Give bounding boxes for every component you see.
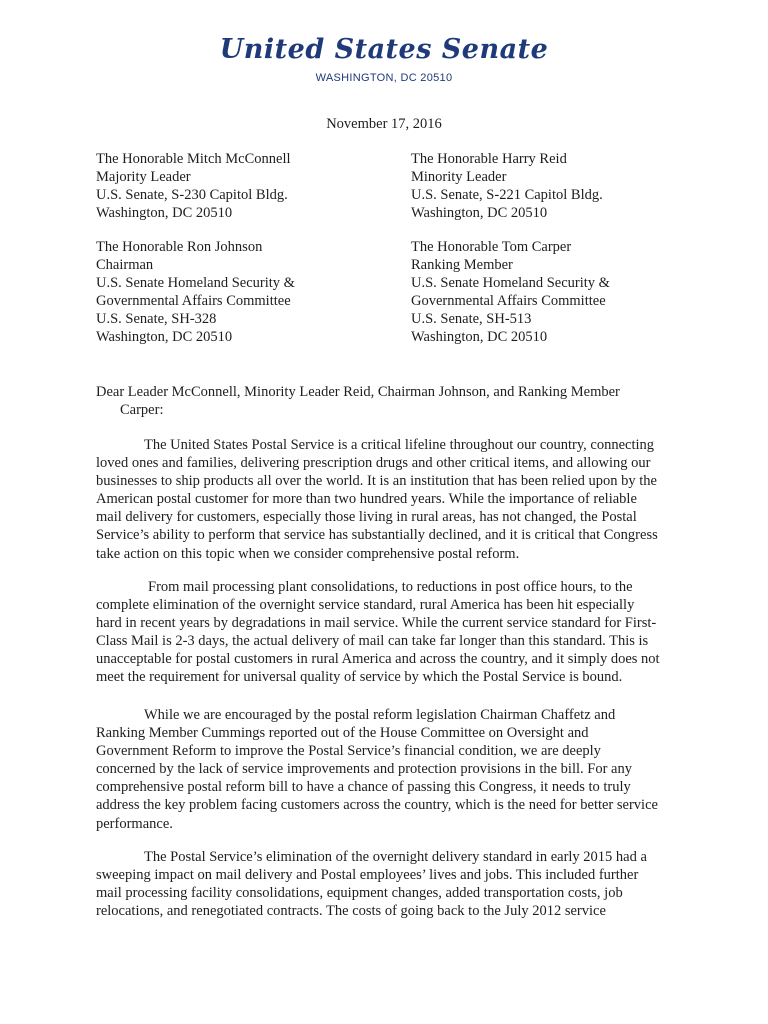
recipient-line: U.S. Senate, SH-513 (411, 311, 532, 327)
paragraph-line: concerned by the lack of service improvements and protection provisions in the bill. For any (96, 761, 632, 778)
recipient-line: Chairman (96, 257, 154, 273)
recipient-line: Washington, DC 20510 (411, 329, 548, 345)
recipient-line: U.S. Senate, S-230 Capitol Bldg. (96, 187, 288, 203)
recipient-line: Ranking Member (411, 257, 513, 273)
paragraph-line: sweeping impact on mail delivery and Postal employees’ lives and jobs. This included further (96, 867, 639, 884)
recipient-line: U.S. Senate Homeland Security & (411, 275, 610, 291)
body-paragraph-4 (96, 848, 688, 920)
paragraph-line: mail processing facility consolidations, equipment changes, added transportation costs, job (96, 885, 623, 902)
body-paragraph-2 (96, 578, 688, 687)
salutation (96, 383, 696, 419)
paragraph-line: hard in recent years by degradations in mail service. While the current service standard for First- (96, 615, 657, 632)
paragraph-line: While we are encouraged by the postal reform legislation Chairman Chaffetz and (144, 707, 616, 723)
paragraph-line: The Postal Service’s elimination of the overnight delivery standard in early 2015 had a (144, 849, 647, 865)
paragraph-line: relocations, and renegotiated contracts. The costs of going back to the July 2012 service (96, 903, 606, 920)
recipient-johnson (96, 238, 416, 346)
paragraph-line: meet the requirement for universal quality of service by which the Postal Service is bound. (96, 669, 623, 686)
paragraph-line: The United States Postal Service is a critical lifeline throughout our country, connecting (144, 437, 655, 453)
letter-date: November 17, 2016 (326, 116, 442, 132)
body-paragraph-1 (96, 436, 688, 563)
body-paragraph-3 (96, 706, 688, 833)
recipient-mcconnell (96, 150, 416, 222)
recipient-line: The Honorable Tom Carper (411, 239, 572, 255)
paragraph-line: businesses to ship products all over the world. It is an institution that has been relied upon by the (96, 473, 657, 490)
recipient-line: Minority Leader (411, 169, 507, 185)
paragraph-line: loved ones and families, delivering prescription drugs and other critical items, and allowing our (96, 455, 651, 472)
recipient-line: Washington, DC 20510 (411, 205, 548, 221)
recipient-line: Washington, DC 20510 (96, 205, 233, 221)
salutation-line: Carper: (120, 402, 164, 418)
recipient-line: U.S. Senate, SH-328 (96, 311, 217, 327)
recipient-line: Washington, DC 20510 (96, 329, 233, 345)
letterhead-subtitle: WASHINGTON, DC 20510 (315, 72, 453, 84)
paragraph-line: Government Reform to improve the Postal Service’s financial condition, we are deeply (96, 743, 601, 760)
recipient-line: Majority Leader (96, 169, 191, 185)
salutation-line: Dear Leader McConnell, Minority Leader Reid, Chairman Johnson, and Ranking Member (96, 384, 620, 400)
recipient-line: Governmental Affairs Committee (411, 293, 606, 309)
paragraph-line: take action on this topic when we consider comprehensive postal reform. (96, 545, 520, 562)
paragraph-line: American postal customer for more than two hundred years. While the importance of reliable (96, 491, 637, 508)
paragraph-line: complete elimination of the overnight service standard, rural America has been hit especially (96, 597, 635, 614)
paragraph-line: From mail processing plant consolidations, to reductions in post office hours, to the (148, 579, 633, 595)
paragraph-line: Class Mail is 2-3 days, the actual delivery of mail can take far longer than this standard. This is (96, 633, 649, 650)
paragraph-line: address the key problem facing customers across the country, which is the need for better service (96, 797, 658, 814)
recipient-carper (411, 238, 731, 346)
recipient-line: U.S. Senate, S-221 Capitol Bldg. (411, 187, 603, 203)
paragraph-line: performance. (96, 815, 173, 832)
recipient-reid (411, 150, 731, 222)
paragraph-line: unacceptable for postal customers in rural America and across the country, and it simply does not (96, 651, 660, 668)
recipient-line: The Honorable Harry Reid (411, 151, 567, 167)
recipient-line: U.S. Senate Homeland Security & (96, 275, 295, 291)
recipient-line: The Honorable Ron Johnson (96, 239, 263, 255)
paragraph-line: comprehensive postal reform bill to have a chance of passing this Congress, it needs to truly (96, 779, 631, 796)
paragraph-line: Ranking Member Cummings reported out of the House Committee on Oversight and (96, 725, 589, 742)
paragraph-line: mail delivery for customers, especially those living in rural areas, has not changed, the Postal (96, 509, 637, 526)
letterhead-title: United States Senate (219, 34, 549, 65)
recipient-line: The Honorable Mitch McConnell (96, 151, 291, 167)
recipient-line: Governmental Affairs Committee (96, 293, 291, 309)
paragraph-line: Service’s ability to perform that service has substantially declined, and it is critical that Congress (96, 527, 658, 544)
